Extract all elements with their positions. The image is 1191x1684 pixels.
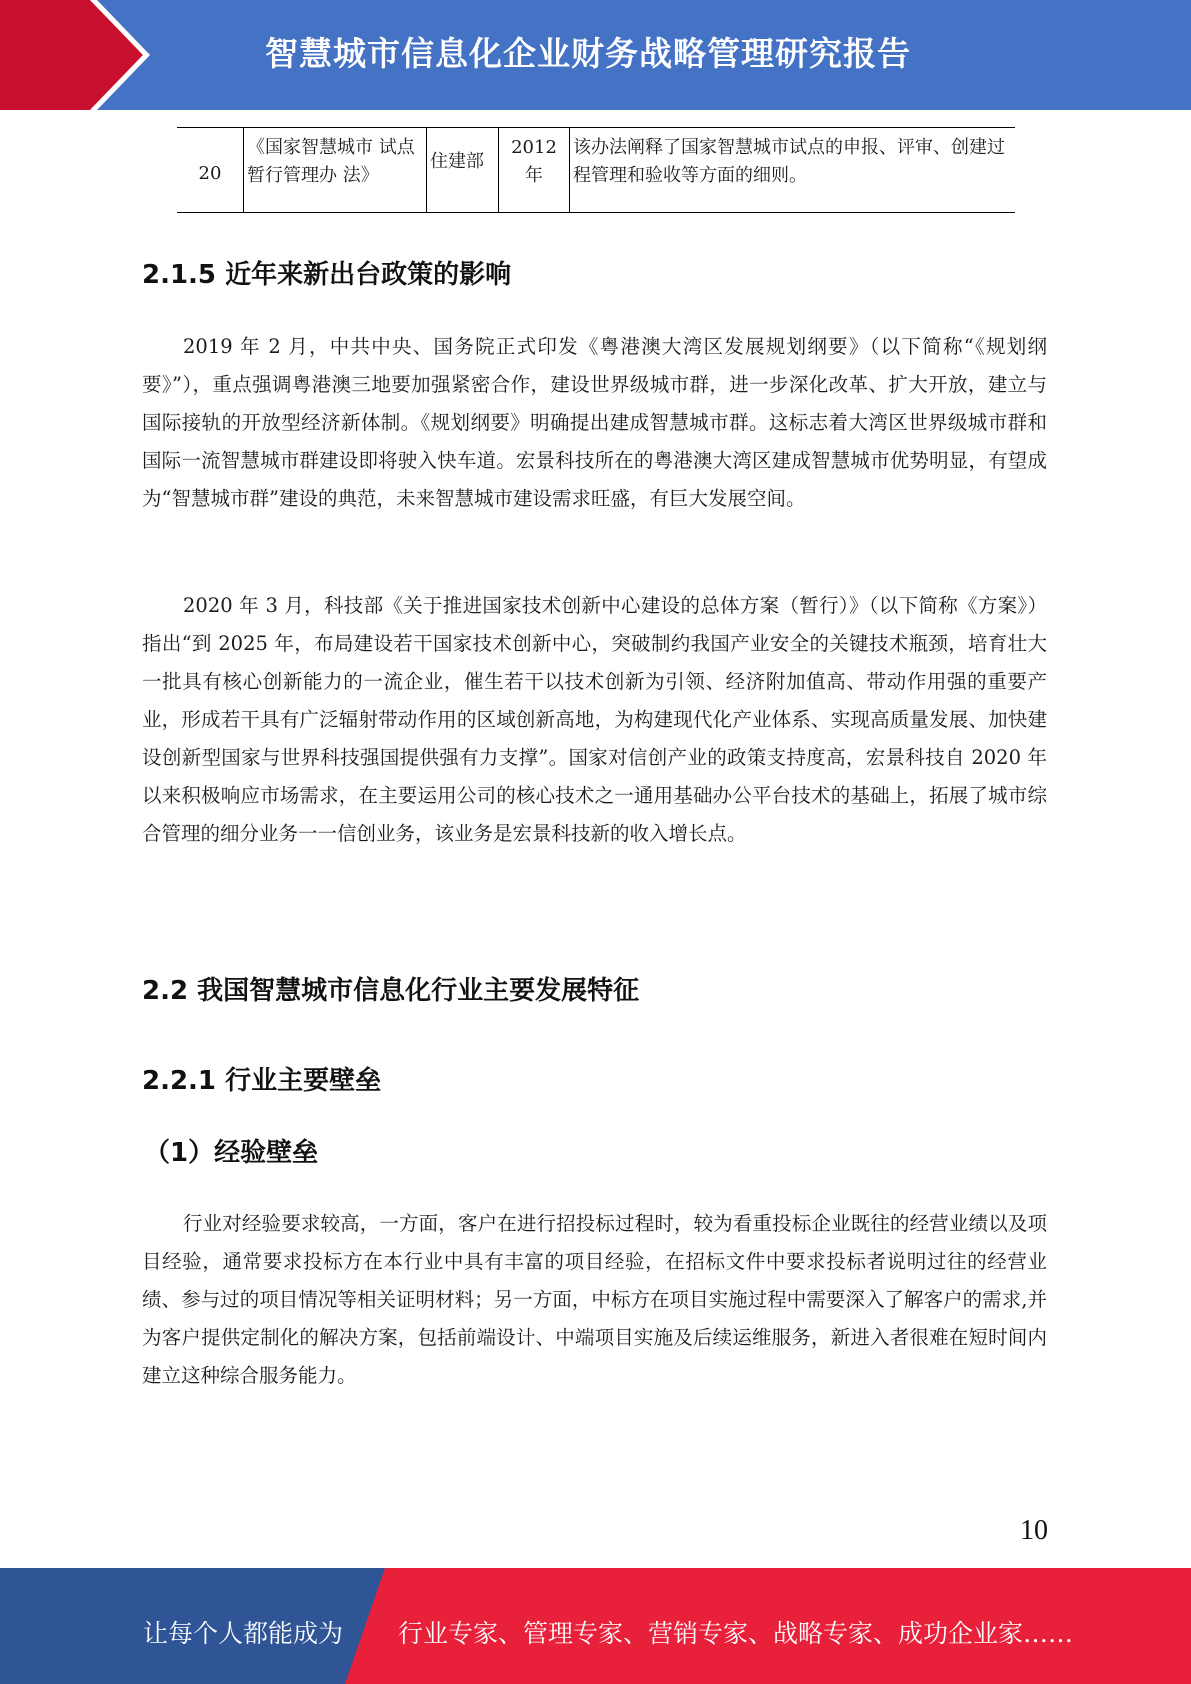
table-cell-department: 住建部 bbox=[427, 128, 499, 213]
header-banner bbox=[0, 0, 1191, 110]
report-title: 智慧城市信息化企业财务战略管理研究报告 bbox=[265, 34, 911, 73]
page-number: 10 bbox=[1020, 1515, 1048, 1546]
policy-table bbox=[177, 127, 1015, 213]
table-cell-year: 2012 年 bbox=[499, 128, 570, 213]
footer-slogan-right: 行业专家、管理专家、营销专家、战略专家、成功企业家…… bbox=[398, 1619, 1074, 1648]
section-heading-2-2-1: 2.2.1 行业主要壁垒 bbox=[142, 1066, 382, 1096]
table-cell-description: 该办法阐释了国家智慧城市试点的申报、评审、创建过程管理和验收等方面的细则。 bbox=[570, 128, 1016, 213]
paragraph-2019-policy: 2019 年 2 月，中共中央、国务院正式印发《粤港澳大湾区发展规划纲要》（以下简称“《规划纲要》”），重点强调粤港澳三地要加强紧密合作，建设世界级城市群，进一步深化改革、扩大开放，建立与国际接轨的开放型经济新体制。《规划纲要》明确提出建成智慧城市群。这标志着大湾区世界级城市群和国际一流智慧城市群建设即将驶入快车道。宏景科技所在的粤港澳大湾区建成智慧城市优势明显，有望成为“智慧城市群”建设的典范，未来智慧城市建设需求旺盛，有巨大发展空间。 bbox=[142, 335, 1047, 510]
paragraph-experience-barrier: 行业对经验要求较高，一方面，客户在进行招投标过程时，较为看重投标企业既往的经营业绩以及项目经验，通常要求投标方在本行业中具有丰富的项目经验，在招标文件中要求投标者说明过往的经营业绩、参与过的项目情况等相关证明材料；另一方面，中标方在项目实施过程中需要深入了解客户的需求,并为客户提供定制化的解决方案，包括前端设计、中端项目实施及后续运维服务，新进入者很难在短时间内建立这种综合服务能力。 bbox=[142, 1212, 1047, 1387]
subsection-heading-experience-barrier: （1）经验壁垒 bbox=[144, 1138, 319, 1168]
table-cell-policy-name: 《国家智慧城市 试点暂行管理办 法》 bbox=[244, 128, 427, 213]
footer-banner bbox=[0, 1568, 1191, 1684]
table-cell-number: 20 bbox=[177, 128, 244, 213]
table-row bbox=[177, 128, 1015, 213]
footer-slogan-left: 让每个人都能成为 bbox=[143, 1619, 344, 1648]
paragraph-2020-policy: 2020 年 3 月，科技部《关于推进国家技术创新中心建设的总体方案（暂行）》（以下简称《方案》）指出“到 2025 年，布局建设若干国家技术创新中心，突破制约我国产业安全的关键技术瓶颈，培育壮大一批具有核心创新能力的一流企业，催生若干以技术创新为引领、经济附加值高、带动作用强的重要产业，形成若干具有广泛辐射带动作用的区域创新高地，为构建现代化产业体系、实现高质量发展、加快建设创新型国家与世界科技强国提供强有力支撑”。国家对信创产业的政策支持度高，宏景科技自 2020 年以来积极响应市场需求，在主要运用公司的核心技术之一通用基础办公平台技术的基础上，拓展了城市综合管理的细分业务一一信创业务，该业务是宏景科技新的收入增长点。 bbox=[142, 594, 1047, 845]
section-heading-2-1-5: 2.1.5 近年来新出台政策的影响 bbox=[142, 260, 512, 290]
section-heading-2-2: 2.2 我国智慧城市信息化行业主要发展特征 bbox=[142, 976, 640, 1006]
